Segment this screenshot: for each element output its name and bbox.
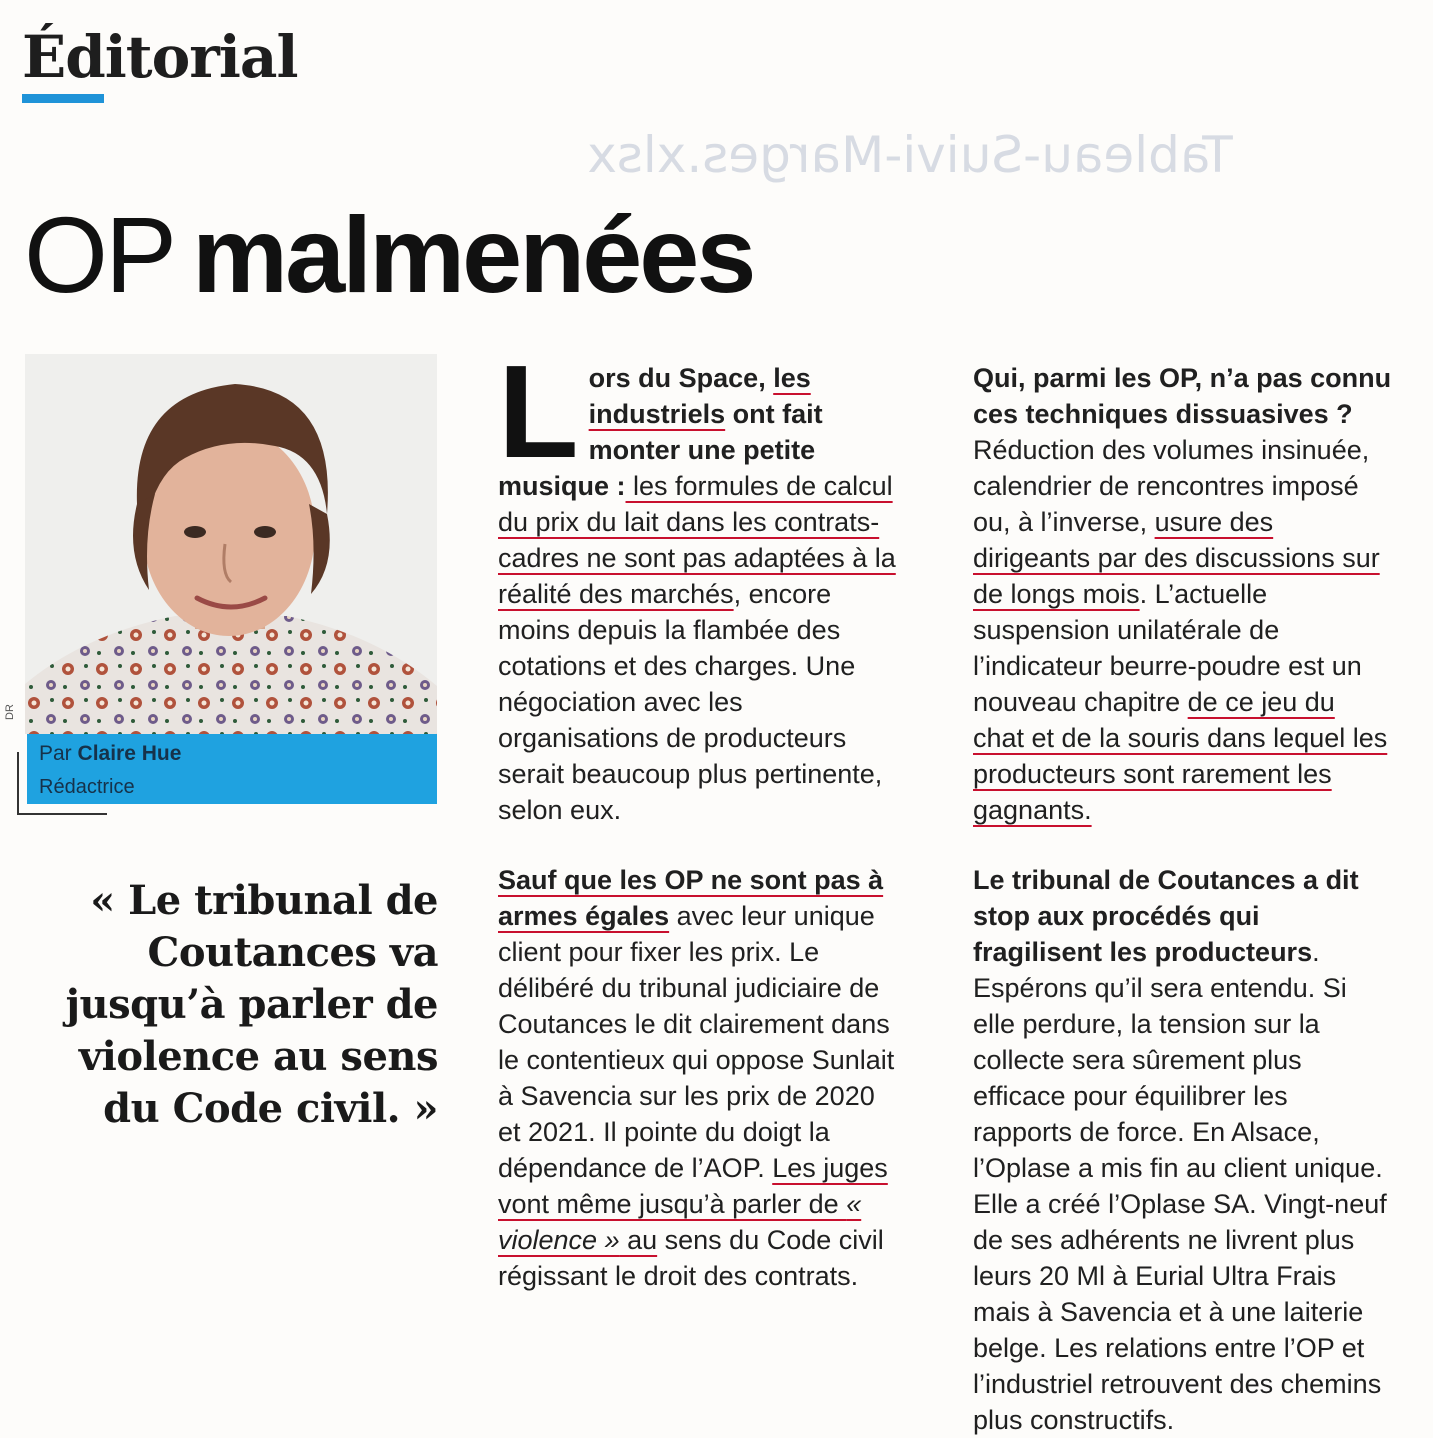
author-name: Claire Hue	[77, 742, 182, 765]
paragraph-gap	[973, 828, 1393, 862]
paragraph-2	[498, 862, 898, 1294]
photo-credit: DR	[4, 704, 16, 720]
underlined-text-end: au	[619, 1225, 658, 1255]
lead-text: Qui, parmi les OP, n’a pas connu ces techniques dissuasives ?	[973, 363, 1392, 429]
underlined-text: les formules de calcul du prix du lait dans les contrats-cadres ne sont pas adaptées à la réalité des marchés	[498, 471, 896, 609]
paragraph-4	[973, 862, 1393, 1438]
underlined-lead: Sauf que les OP ne sont pas à armes égales	[498, 865, 884, 931]
byline-bottom-rule	[17, 813, 107, 815]
underlined-text: Les juges vont même jusqu’à parler de	[498, 1153, 888, 1219]
paragraph-gap	[498, 828, 898, 862]
headline	[24, 190, 753, 320]
headline-bold: malmenées	[192, 194, 754, 315]
byline-name-line	[39, 742, 181, 766]
body-text: Réduction des volumes insinuée, calendrier de rencontres imposé ou, à l’inverse,	[973, 435, 1370, 537]
byline-corner-rule	[17, 752, 19, 814]
lead-text-end: ont fait monter une petite musique :	[498, 399, 823, 501]
author-byline	[27, 734, 437, 804]
paragraph-1	[498, 338, 898, 828]
author-role: Rédactrice	[39, 776, 135, 798]
show-through-text: Tableau-Suivi-Marges.xlsx	[587, 126, 1233, 184]
body-text: , encore moins depuis la flambée des cotations et des charges. Une négociation avec les organisations de producteurs serait beaucoup plus pertinente, selon eux.	[498, 579, 883, 825]
body-text: . Espérons qu’il sera entendu. Si elle perdure, la tension sur la collecte sera sûrement plus efficace pour équilibrer les rapports de force. En Alsace, l’Oplase a mis fin au client unique. Elle a créé l’Oplase SA. Vingt-neuf de ses adhérents ne livrent plus leurs 20 Ml à Eurial Ultra Frais mais à Savencia et à une laiterie belge. Les relations entre l’OP et l’industriel retrouvent des chemins plus constructifs.	[973, 937, 1387, 1435]
byline-prefix: Par	[39, 742, 72, 765]
underlined-lead: les industriels	[588, 363, 811, 429]
drop-cap: L	[498, 338, 579, 485]
body-text-end: sens du Code civil régissant le droit des contrats.	[498, 1225, 884, 1291]
underlined-text-end: de ce jeu du chat et de la souris dans lequel les producteurs sont rarement les gagnants.	[973, 687, 1388, 825]
headline-light: OP	[24, 194, 175, 315]
lead-text: Le tribunal de Coutances a dit stop aux procédés qui fragilisent les producteurs	[973, 865, 1359, 967]
article-column-2	[973, 360, 1393, 1438]
portrait-illustration	[25, 354, 437, 734]
underlined-text: usure des dirigeants par des discussions sur de longs mois	[973, 507, 1380, 609]
body-text: avec leur unique client pour fixer les prix. Le délibéré du tribunal judiciaire de Coutances le dit clairement dans le contentieux qui oppose Sunlait à Savencia sur les prix de 2020 et 2021. Il pointe du doigt la dépendance de l’AOP.	[498, 901, 895, 1183]
pull-quote: « Le tribunal de Coutances va jusqu’à parler de violence au sens du Code civil. »	[65, 877, 438, 1132]
article-column-1	[498, 338, 898, 1294]
section-accent-bar	[22, 94, 104, 103]
section-title: Éditorial	[22, 23, 298, 91]
body-text-mid: . L’actuelle suspension unilatérale de l’indicateur beurre-poudre est un nouveau chapitre	[973, 579, 1362, 717]
paragraph-3	[973, 360, 1393, 828]
italic-quote: « violence »	[498, 1189, 862, 1255]
lead-text: ors du Space,	[588, 363, 774, 393]
author-photo	[25, 354, 437, 734]
